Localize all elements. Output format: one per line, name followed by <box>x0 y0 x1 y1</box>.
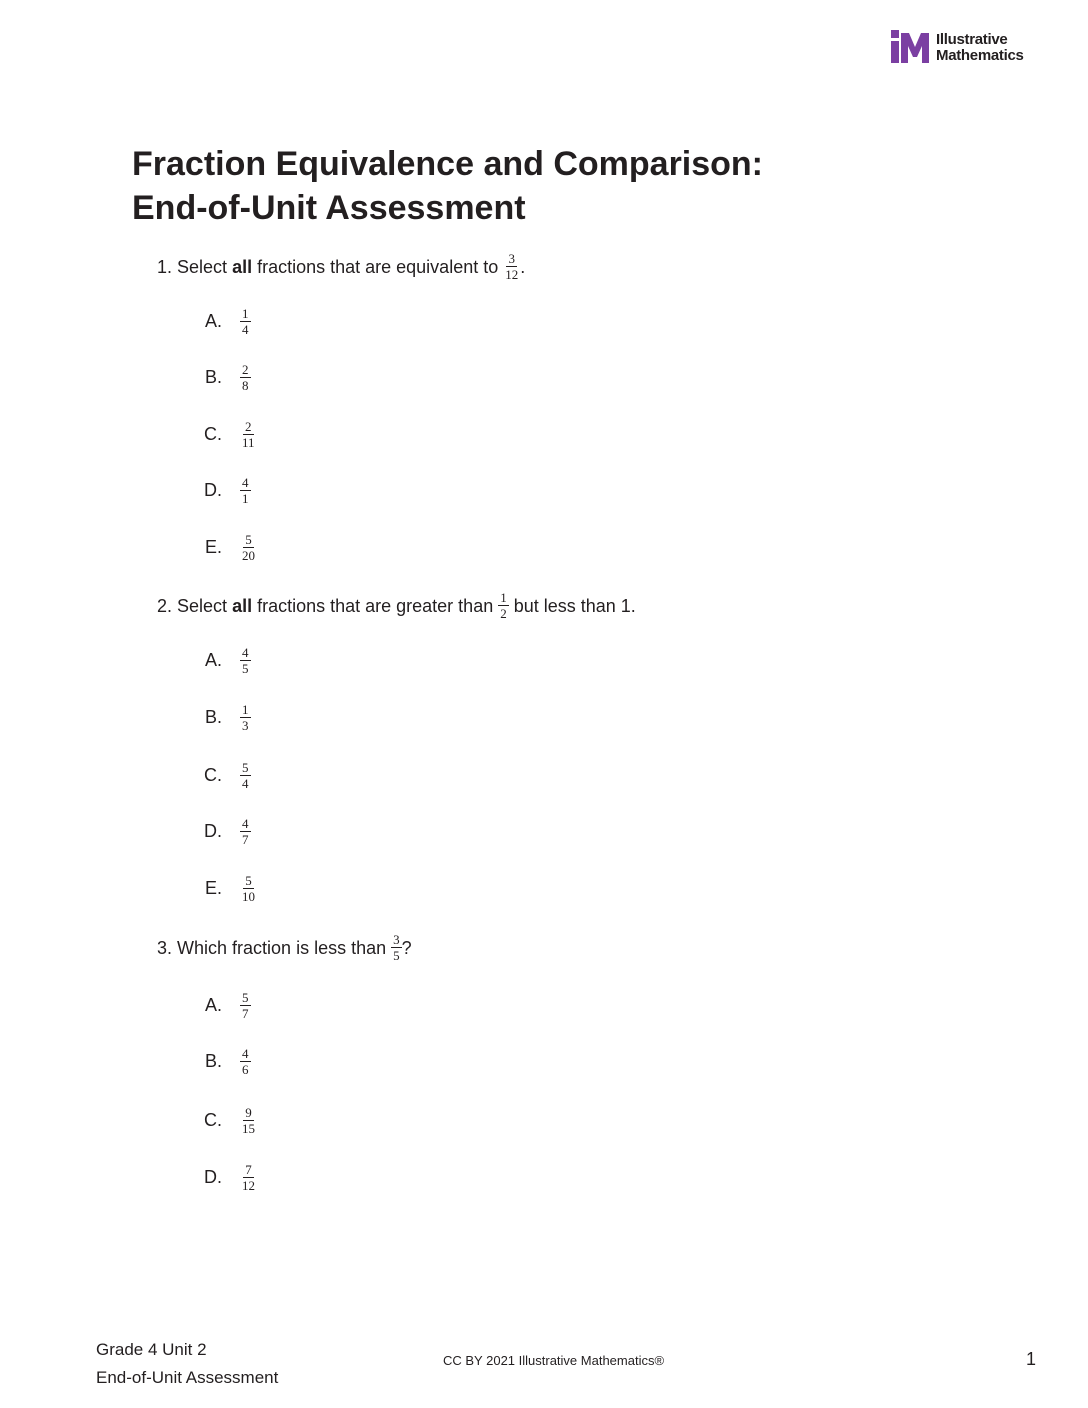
question-number: 2. <box>157 595 173 616</box>
question-fraction <box>498 591 509 620</box>
q1-option-d[interactable] <box>190 470 251 510</box>
option-letter: A. <box>204 310 222 331</box>
fraction-denominator: 1 <box>242 490 249 506</box>
footer-license: CC BY 2021 Illustrative Mathematics® <box>443 1353 665 1368</box>
question-fraction <box>391 933 402 962</box>
question-number: 1. <box>157 256 173 277</box>
title-line-2: End-of-Unit Assessment <box>132 189 526 227</box>
option-fraction <box>240 817 251 846</box>
fraction-numerator: 9 <box>245 1104 252 1120</box>
fraction-numerator: 1 <box>242 305 249 321</box>
fraction-denominator: 2 <box>500 606 507 621</box>
q3-option-a[interactable] <box>190 985 251 1025</box>
question-suffix: but less than 1. <box>513 595 636 616</box>
question-suffix: ? <box>401 937 412 958</box>
fraction-numerator: 4 <box>242 474 249 490</box>
q3-option-d[interactable] <box>190 1157 257 1197</box>
option-letter: D. <box>204 820 222 841</box>
question-number: 3. <box>157 937 173 958</box>
page-title <box>132 142 932 230</box>
fraction-numerator: 5 <box>245 531 252 547</box>
option-fraction <box>240 363 251 392</box>
option-fraction <box>240 874 257 903</box>
option-fraction <box>240 533 257 562</box>
question-2-prompt <box>157 591 636 620</box>
question-fraction <box>503 252 520 281</box>
question-3-prompt <box>157 933 412 962</box>
fraction-denominator: 5 <box>393 948 400 963</box>
footer-grade-unit: Grade 4 Unit 2 <box>96 1340 207 1359</box>
option-letter: C. <box>204 423 222 444</box>
option-letter: E. <box>204 536 222 557</box>
question-1-prompt <box>157 252 525 281</box>
option-letter: D. <box>204 1166 222 1187</box>
option-letter: A. <box>204 994 222 1015</box>
fraction-denominator: 8 <box>242 377 249 393</box>
fraction-numerator: 1 <box>500 590 507 605</box>
fraction-numerator: 4 <box>242 644 249 660</box>
fraction-denominator: 7 <box>242 831 249 847</box>
fraction-numerator: 4 <box>242 815 249 831</box>
question-middle: fractions that are equivalent to <box>252 256 499 277</box>
q1-option-c[interactable] <box>190 414 257 454</box>
logo-line-1: Illustrative <box>936 31 1008 48</box>
question-emphasis: all <box>232 595 253 616</box>
fraction-denominator: 4 <box>242 321 249 337</box>
page-number: 1 <box>1026 1349 1037 1369</box>
fraction-denominator: 6 <box>242 1061 249 1077</box>
fraction-numerator: 5 <box>245 872 252 888</box>
title-line-1: Fraction Equivalence and Comparison: <box>132 145 764 183</box>
option-letter: D. <box>204 479 222 500</box>
option-letter: E. <box>204 877 222 898</box>
footer-assessment-name: End-of-Unit Assessment <box>96 1368 279 1387</box>
q3-option-b[interactable] <box>190 1041 251 1081</box>
fraction-numerator: 4 <box>242 1045 249 1061</box>
fraction-denominator: 3 <box>242 717 249 733</box>
fraction-denominator: 4 <box>242 775 249 791</box>
option-letter: B. <box>204 1050 222 1071</box>
fraction-numerator: 2 <box>242 361 249 377</box>
fraction-numerator: 5 <box>242 759 249 775</box>
option-letter: C. <box>204 1109 222 1130</box>
option-fraction <box>240 1106 257 1135</box>
fraction-denominator: 5 <box>242 660 249 676</box>
option-letter: B. <box>204 706 222 727</box>
fraction-denominator: 12 <box>505 267 519 282</box>
footer-course-info <box>96 1336 278 1392</box>
fraction-numerator: 3 <box>393 932 400 947</box>
illustrative-mathematics-logo <box>888 30 1024 66</box>
fraction-numerator: 3 <box>508 251 515 266</box>
option-letter: B. <box>204 366 222 387</box>
fraction-numerator: 2 <box>245 418 252 434</box>
option-fraction <box>240 761 251 790</box>
logo-line-2: Mathematics <box>936 47 1024 64</box>
option-letter: C. <box>204 764 222 785</box>
q1-option-e[interactable] <box>190 527 257 567</box>
fraction-denominator: 10 <box>242 888 255 904</box>
q1-option-b[interactable] <box>190 357 251 397</box>
option-fraction <box>240 1163 257 1192</box>
question-emphasis: all <box>232 256 253 277</box>
q1-option-a[interactable] <box>190 301 251 341</box>
q2-option-d[interactable] <box>190 811 251 851</box>
q2-option-a[interactable] <box>190 640 251 680</box>
fraction-denominator: 12 <box>242 1177 255 1193</box>
option-fraction <box>240 307 251 336</box>
fraction-numerator: 1 <box>242 701 249 717</box>
logo-wordmark <box>936 32 1024 64</box>
q2-option-c[interactable] <box>190 755 251 795</box>
im-logo-mark-icon <box>888 30 930 66</box>
option-fraction <box>240 1047 251 1076</box>
option-fraction <box>240 420 257 449</box>
fraction-denominator: 15 <box>242 1120 255 1136</box>
q3-option-c[interactable] <box>190 1100 257 1140</box>
option-fraction <box>240 476 251 505</box>
question-suffix: . <box>520 256 526 277</box>
q2-option-e[interactable] <box>190 868 257 908</box>
fraction-denominator: 11 <box>242 434 255 450</box>
fraction-denominator: 20 <box>242 547 255 563</box>
fraction-denominator: 7 <box>242 1005 249 1021</box>
option-fraction <box>240 646 251 675</box>
fraction-numerator: 5 <box>242 989 249 1005</box>
question-middle: fractions that are greater than <box>252 595 494 616</box>
fraction-numerator: 7 <box>245 1161 252 1177</box>
question-prefix: Select <box>177 595 233 616</box>
question-prefix: Which fraction is less than <box>177 937 387 958</box>
question-prefix: Select <box>177 256 233 277</box>
q2-option-b[interactable] <box>190 697 251 737</box>
option-fraction <box>240 991 251 1020</box>
option-letter: A. <box>204 649 222 670</box>
option-fraction <box>240 703 251 732</box>
